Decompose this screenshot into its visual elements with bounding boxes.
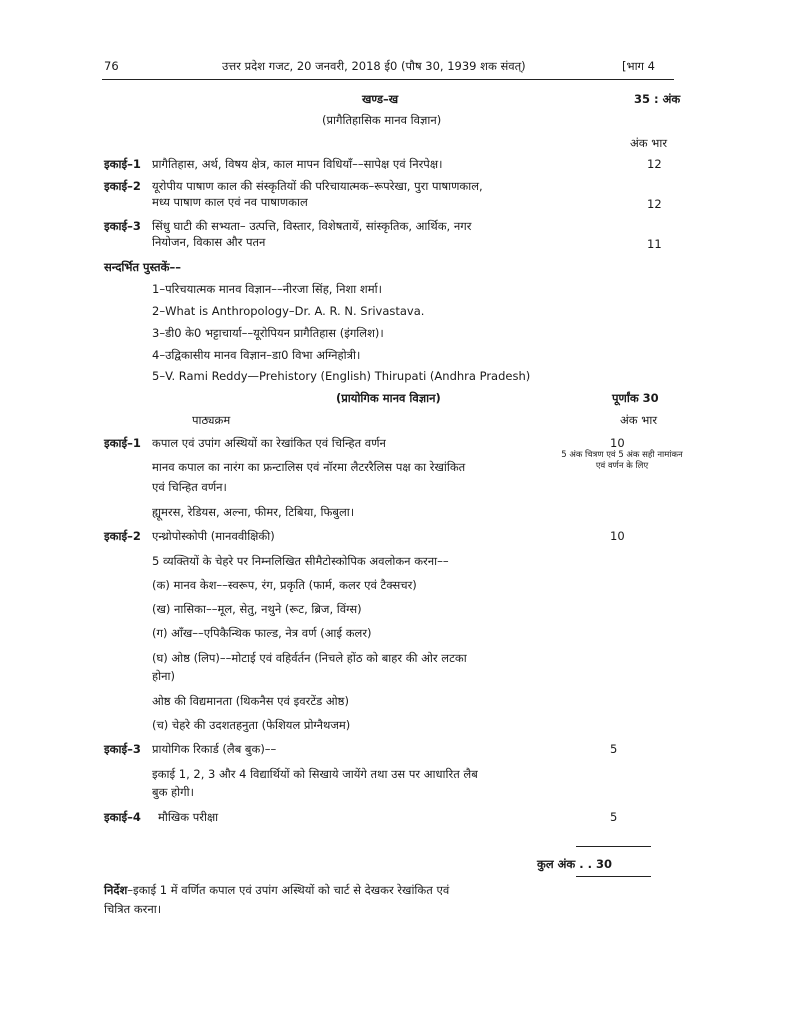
list-item: होना) <box>152 669 175 683</box>
course-label: पाठ्यक्रम <box>192 413 231 427</box>
reference-item: 2–What is Anthropology–Dr. A. R. N. Srivastava. <box>152 304 425 318</box>
reference-item: 5–V. Rami Reddy—Prehistory (English) Thirupati (Andhra Pradesh) <box>152 369 531 383</box>
section-heading: खण्ड–ख <box>362 92 399 106</box>
list-item: (घ) ओष्ठ (लिप)––मोटाई एवं वहिर्वर्तन (निचले होंठ को बाहर की ओर लटका <box>152 651 467 665</box>
unit-marks: 11 <box>647 237 662 251</box>
unit-marks: 12 <box>647 197 662 211</box>
header-rule <box>102 79 674 80</box>
unit-label: इकाई–2 <box>104 529 141 543</box>
unit-label: इकाई–1 <box>104 157 141 171</box>
unit-text: प्रायोगिक रिकार्ड (लैब बुक)–– <box>152 742 277 756</box>
full-marks: पूर्णांक 30 <box>612 391 659 405</box>
unit-text: एन्थ्रोपोस्कोपी (मानववीक्षिकी) <box>152 529 275 543</box>
practical-heading: (प्रायोगिक मानव विज्ञान) <box>336 391 441 405</box>
unit-marks: 5 <box>610 810 618 824</box>
total-rule-bottom <box>576 876 651 877</box>
list-item: (च) चेहरे की उदशतहनुता (फेशियल प्रोग्नैथजम) <box>152 718 351 732</box>
unit-text: मानव कपाल का नारंग का फ्रन्टालिस एवं नॉरमा लैटररैलिस पक्ष का रेखांकित <box>152 460 466 474</box>
page-number: 76 <box>104 59 119 73</box>
total-rule-top <box>576 846 651 847</box>
unit-text: नियोजन, विकास और पतन <box>152 235 266 249</box>
unit-text: मध्य पाषाण काल एवं नव पाषाणकाल <box>152 195 308 209</box>
marks-note: 5 अंक चित्रण एवं 5 अंक सही नामांकन एवं वर्णन के लिए <box>561 450 683 471</box>
reference-item: 1–परिचयात्मक मानव विज्ञान––नीरजा सिंह, निशा शर्मा। <box>152 282 382 296</box>
unit-marks: 12 <box>647 157 662 171</box>
unit-marks: 10 <box>610 529 625 543</box>
unit-text: प्रागैतिहास, अर्थ, विषय क्षेत्र, काल मापन विधियाँ––सापेक्ष एवं निरपेक्ष। <box>152 157 443 171</box>
instruction-label: निर्देश <box>104 883 128 897</box>
instruction-text: –इकाई 1 में वर्णित कपाल एवं उपांग अस्थियों को चार्ट से देखकर रेखांकित एवं <box>127 883 450 897</box>
part-label: [भाग 4 <box>622 59 655 73</box>
weight-label: अंक भार <box>620 413 658 427</box>
section-marks: 35 : अंक <box>634 92 681 106</box>
unit-text: इकाई 1, 2, 3 और 4 विद्यार्थियों को सिखाये जायेंगे तथा उस पर आधारित लैब <box>152 767 478 781</box>
unit-label: इकाई–3 <box>104 742 141 756</box>
unit-text: यूरोपीय पाषाण काल की संस्कृतियों की परिचायात्मक–रूपरेखा, पुरा पाषाणकाल, <box>152 179 483 193</box>
list-item: (ख) नासिका––मूल, सेतु, नथुने (रूट, ब्रिज, विंग्स) <box>152 602 362 616</box>
gazette-title: उत्तर प्रदेश गजट, 20 जनवरी, 2018 ई0 (पौष 30, 1939 शक संवत्) <box>222 59 526 73</box>
reference-item: 4–उद्विकासीय मानव विज्ञान–डा0 विभा अग्निहोत्री। <box>152 348 361 362</box>
list-item: (ग) आँख––एपिकैन्थिक फाल्ड, नेत्र वर्ण (आई कलर) <box>152 626 372 640</box>
instruction-line <box>104 883 449 898</box>
unit-text: मौखिक परीक्षा <box>158 810 219 824</box>
unit-text: सिंधु घाटी की सभ्यता– उत्पत्ति, विस्तार, विशेषतायें, सांस्कृतिक, आर्थिक, नगर <box>152 219 472 233</box>
unit-text: कपाल एवं उपांग अस्थियों का रेखांकित एवं चिन्हित वर्णन <box>152 436 386 450</box>
reference-item: 3–डी0 के0 भट्टाचार्या––यूरोपियन प्रागैतिहास (इंगलिश)। <box>152 326 384 340</box>
unit-label: इकाई–2 <box>104 179 141 193</box>
unit-label: इकाई–4 <box>104 810 141 824</box>
list-item: ओष्ठ की विद्यमानता (थिकनैस एवं इवरटेंड ओष्ठ) <box>152 694 349 708</box>
unit-marks: 5 <box>610 742 618 756</box>
bones-list: ह्यूमरस, रेडियस, अल्ना, फीमर, टिबिया, फिबुला। <box>152 505 355 519</box>
unit-text: एवं चिन्हित वर्णन। <box>152 480 227 494</box>
instruction-text: चित्रित करना। <box>104 902 162 916</box>
weight-label: अंक भार <box>630 136 668 150</box>
references-heading: सन्दर्भित पुस्तकें–– <box>104 260 181 274</box>
total-marks: कुल अंक . . 30 <box>537 857 613 871</box>
unit-label: इकाई–1 <box>104 436 141 450</box>
list-item: (क) मानव केश––स्वरूप, रंग, प्रकृति (फार्म, कलर एवं टैक्सचर) <box>152 578 417 592</box>
unit-marks: 10 <box>610 436 625 450</box>
unit-text: 5 व्यक्तियों के चेहरे पर निम्नलिखित सीमैटोस्कोपिक अवलोकन करना–– <box>152 554 449 568</box>
unit-label: इकाई–3 <box>104 219 141 233</box>
section-subheading: (प्रागैतिहासिक मानव विज्ञान) <box>322 113 442 127</box>
unit-text: बुक होगी। <box>152 785 194 799</box>
